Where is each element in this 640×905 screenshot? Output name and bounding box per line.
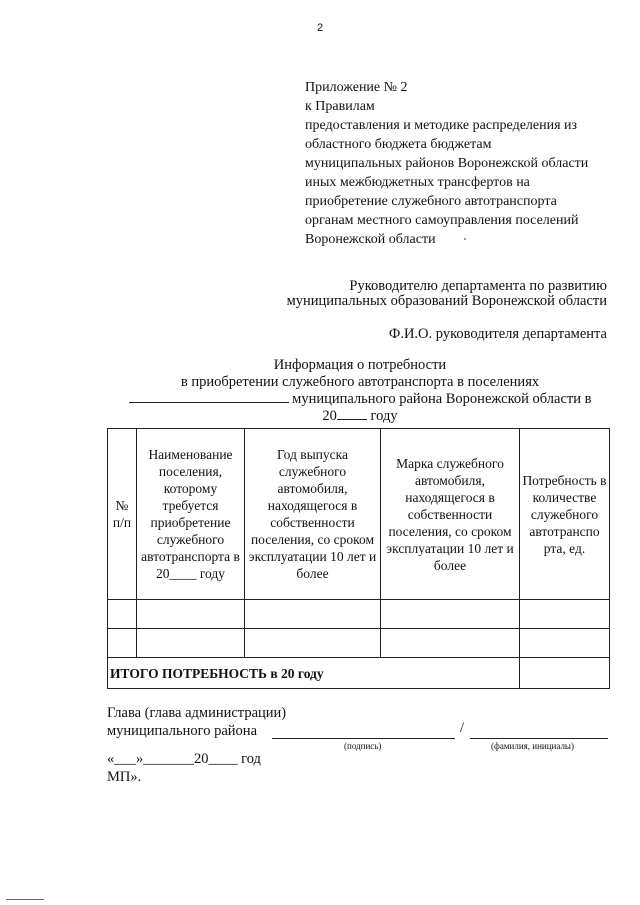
header-cell-settlement: Наименование поселения, которому требуется приобретение служебного автотранспорта в 20____ году [137, 429, 245, 600]
document-title [0, 357, 640, 425]
appendix-line: приобретение служебного автотранспорта [305, 194, 557, 209]
appendix-line: Воронежской области [305, 232, 436, 247]
table-cell[interactable] [520, 629, 610, 658]
table-header-row [108, 429, 610, 600]
header-cell-brand: Марка служебного автомобиля, находящегося в собственности поселения, со сроком эксплуатации 10 лет и более [381, 429, 520, 600]
table-cell[interactable] [245, 629, 381, 658]
table-cell[interactable] [108, 629, 137, 658]
table-cell[interactable] [381, 629, 520, 658]
addressee-line-1: Руководителю департамента по развитию [349, 278, 607, 294]
title-line-1: Информация о потребности [273, 357, 447, 373]
title-line-4 [0, 408, 640, 425]
header-cell-need: Потребность в количестве служебного автотранспо рта, ед. [520, 429, 610, 600]
table-row [108, 600, 610, 629]
appendix-line: Приложение № 2 [305, 80, 408, 95]
name-line[interactable] [470, 738, 608, 739]
table-cell[interactable] [381, 600, 520, 629]
title-line-2: в приобретении служебного автотранспорта в поселениях [180, 374, 540, 390]
table-row [108, 629, 610, 658]
appendix-line: органам местного самоуправления поселений [305, 213, 579, 228]
year-blank [337, 419, 367, 420]
signature-line[interactable] [272, 738, 455, 739]
footer-rule [6, 899, 44, 900]
name-caption: (фамилия, инициалы) [491, 741, 574, 751]
addressee-fio: Ф.И.О. руководителя департамента [388, 326, 607, 342]
date-line: «___»_______20____ год [107, 751, 261, 767]
appendix-line: иных межбюджетных трансфертов на [305, 175, 530, 190]
table-cell[interactable] [137, 600, 245, 629]
year-prefix: 20 [322, 408, 337, 424]
year-suffix: году [370, 408, 398, 424]
header-cell-year: Год выпуска служебного автомобиля, находящегося в собственности поселения, со сроком эксплуатации 10 лет и более [245, 429, 381, 600]
table-total-row [108, 658, 610, 689]
appendix-line: муниципальных районов Воронежской области [305, 156, 589, 171]
total-value-cell[interactable] [520, 658, 610, 689]
signatory-district: муниципального района [107, 723, 257, 739]
addressee-line-2: муниципальных образований Воронежской области [286, 293, 607, 309]
header-cell-number: № п/п [108, 429, 137, 600]
table-cell[interactable] [520, 600, 610, 629]
seal-place: МП». [107, 769, 142, 785]
needs-table [107, 428, 610, 689]
table-cell[interactable] [108, 600, 137, 629]
scan-speck [464, 238, 466, 240]
signature-separator: / [460, 720, 465, 736]
appendix-line: областного бюджета бюджетам [305, 137, 492, 152]
table-cell[interactable] [137, 629, 245, 658]
table-cell[interactable] [245, 600, 381, 629]
page-number: 2 [316, 22, 324, 34]
signatory-title: Глава (глава администрации) [107, 705, 287, 721]
appendix-line: предоставления и методике распределения из [305, 118, 578, 133]
appendix-line: к Правилам [305, 99, 375, 114]
signature-caption: (подпись) [344, 741, 382, 751]
title-line-3-text: муниципального района Воронежской области в [292, 391, 592, 407]
total-label: ИТОГО ПОТРЕБНОСТЬ в 20 году [108, 658, 520, 689]
title-line-3 [0, 391, 640, 408]
district-blank [129, 402, 289, 403]
appendix-block [305, 78, 635, 249]
